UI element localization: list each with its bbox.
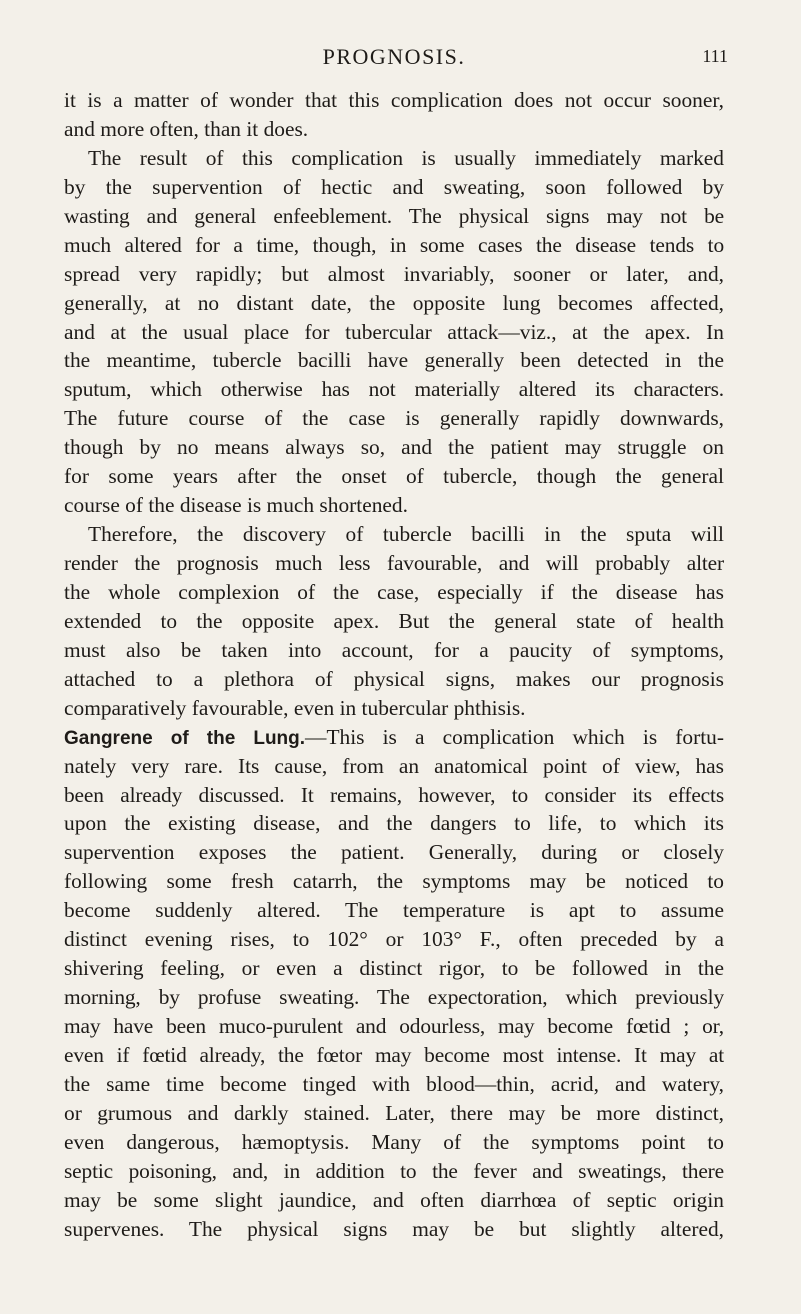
text-line: spread very rapidly; but almost invariably, sooner or later, and, [64, 261, 724, 286]
text-line: shivering feeling, or even a distinct rigor, to be followed in the [64, 956, 724, 981]
text-line: the meantime, tubercle bacilli have generally been detected in the [64, 348, 724, 373]
text-line: the whole complexion of the case, especially if the disease has [64, 579, 724, 604]
text-line: and at the usual place for tubercular attack—viz., at the apex. In [64, 319, 724, 344]
text-line: sputum, which otherwise has not materially altered its characters. [64, 377, 724, 402]
text-line: may be some slight jaundice, and often diarrhœa of septic origin [64, 1187, 724, 1212]
text-line: —This is a complication which is fortu- [305, 724, 724, 749]
page-number: 111 [702, 46, 728, 66]
text-line: for some years after the onset of tubercle, though the general [64, 464, 724, 489]
text-line: comparatively favourable, even in tubercular phthisis. [64, 695, 526, 720]
text-line: even dangerous, hæmoptysis. Many of the symptoms point to [64, 1129, 724, 1154]
page-header [64, 44, 728, 74]
text-line: attached to a plethora of physical signs, makes our prognosis [64, 666, 724, 691]
text-line: course of the disease is much shortened. [64, 493, 408, 518]
paragraph-start-line: The result of this complication is usually immediately marked [88, 145, 724, 170]
text-line: extended to the opposite apex. But the general state of health [64, 608, 724, 633]
text-line: or grumous and darkly stained. Later, there may be more distinct, [64, 1100, 724, 1125]
text-line: much altered for a time, though, in some cases the disease tends to [64, 232, 724, 257]
text-line: been already discussed. It remains, however, to consider its effects [64, 782, 724, 807]
body-text [64, 86, 724, 1244]
text-line: may have been muco-purulent and odourless, may become fœtid ; or, [64, 1014, 724, 1038]
text-line: supervenes. The physical signs may be but slightly altered, [64, 1216, 724, 1241]
section-heading-line [64, 723, 724, 752]
text-line: and more often, than it does. [64, 116, 309, 141]
paragraph-start-line: Therefore, the discovery of tubercle bacilli in the sputa will [88, 522, 724, 547]
text-line: distinct evening rises, to 102° or 103° F., often preceded by a [64, 927, 724, 952]
text-line: wasting and general enfeeblement. The physical signs may not be [64, 203, 724, 228]
text-line: septic poisoning, and, in addition to the fever and sweatings, there [64, 1158, 724, 1183]
text-line: render the prognosis much less favourable, and will probably alter [64, 551, 724, 575]
text-line: by the supervention of hectic and sweating, soon followed by [64, 174, 724, 199]
text-line: it is a matter of wonder that this complication does not occur sooner, [64, 88, 724, 112]
text-line: generally, at no distant date, the opposite lung becomes affected, [64, 290, 724, 315]
text-line: upon the existing disease, and the dangers to life, to which its [64, 811, 724, 836]
text-line: must also be taken into account, for a paucity of symptoms, [64, 637, 724, 662]
text-line: nately very rare. Its cause, from an anatomical point of view, has [64, 753, 724, 778]
text-line: become suddenly altered. The temperature is apt to assume [64, 898, 724, 923]
text-line: though by no means always so, and the patient may struggle on [64, 435, 724, 460]
text-line: following some fresh catarrh, the symptoms may be noticed to [64, 869, 724, 894]
text-line: morning, by profuse sweating. The expectoration, which previously [64, 985, 724, 1010]
text-line: The future course of the case is generally rapidly downwards, [64, 406, 724, 431]
running-title: PROGNOSIS. [322, 44, 466, 69]
text-line: supervention exposes the patient. Generally, during or closely [64, 840, 724, 865]
section-heading: Gangrene of the Lung. [64, 727, 306, 749]
text-line: the same time become tinged with blood—thin, acrid, and watery, [64, 1071, 724, 1096]
text-line: even if fœtid already, the fœtor may become most intense. It may at [64, 1042, 724, 1067]
